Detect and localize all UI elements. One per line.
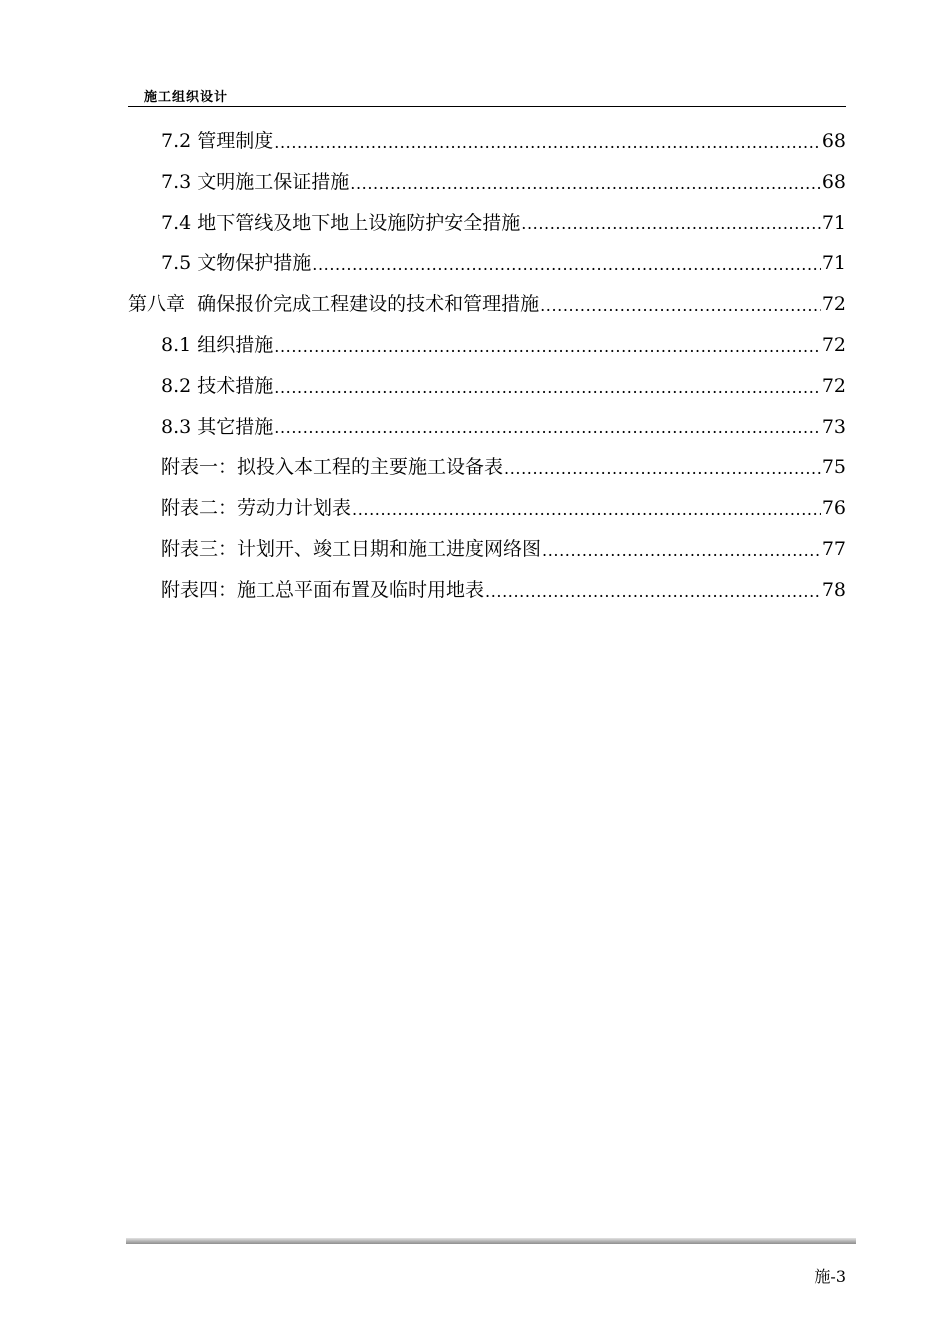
page-number: 施-3: [814, 1267, 846, 1286]
toc-entry-page: 72: [821, 333, 846, 356]
toc-leader-dots: [274, 332, 821, 362]
toc-entry-page: 73: [821, 415, 846, 438]
toc-entry-title: 7.5 文物保护措施: [161, 252, 312, 275]
toc-appendix-entry[interactable]: [128, 529, 846, 570]
toc-chapter-entry[interactable]: [128, 284, 846, 325]
toc-entry-title: 附表三：计划开、竣工日期和施工进度网络图: [161, 537, 542, 560]
toc-entry-title: 8.2 技术措施: [161, 374, 274, 397]
footer-divider: [126, 1238, 856, 1244]
toc-entry-page: 78: [821, 578, 846, 601]
table-of-contents: [128, 121, 846, 611]
toc-leader-dots: [274, 413, 821, 443]
toc-entry-title: 附表四：施工总平面布置及临时用地表: [161, 578, 485, 601]
toc-entry[interactable]: [128, 366, 846, 407]
toc-leader-dots: [521, 209, 821, 239]
toc-leader-dots: [504, 454, 821, 484]
toc-leader-dots: [542, 536, 821, 566]
toc-entry-title: 7.3 文明施工保证措施: [161, 170, 350, 193]
toc-entry-title: 7.4 地下管线及地下地上设施防护安全措施: [161, 211, 521, 234]
toc-entry-page: 71: [821, 211, 846, 234]
header-title: 施工组织设计: [144, 90, 229, 105]
toc-entry-title: 7.2 管理制度: [161, 130, 274, 152]
toc-entry-title: 第八章 确保报价完成工程建设的技术和管理措施: [128, 293, 540, 316]
toc-entry[interactable]: [128, 407, 846, 448]
toc-entry-page: 72: [821, 293, 846, 316]
toc-entry-page: 75: [821, 456, 846, 479]
toc-entry-page: 68: [821, 130, 846, 152]
toc-leader-dots: [350, 169, 821, 199]
toc-appendix-entry[interactable]: [128, 447, 846, 488]
toc-entry-page: 68: [821, 170, 846, 193]
toc-leader-dots: [312, 250, 821, 280]
toc-entry[interactable]: [128, 203, 846, 244]
toc-appendix-entry[interactable]: [128, 570, 846, 611]
page-header: [128, 84, 846, 107]
toc-leader-dots: [352, 495, 821, 525]
toc-leader-dots: [485, 577, 821, 607]
toc-entry-page: 76: [821, 497, 846, 520]
toc-entry-page: 77: [821, 537, 846, 560]
toc-leader-dots: [540, 291, 821, 321]
toc-entry-page: 72: [821, 374, 846, 397]
toc-entry-title: 8.1 组织措施: [161, 333, 274, 356]
toc-entry-title: 8.3 其它措施: [161, 415, 274, 438]
toc-entry[interactable]: [128, 162, 846, 203]
toc-entry-page: 71: [821, 252, 846, 275]
toc-leader-dots: [274, 128, 821, 158]
toc-entry-title: 附表一：拟投入本工程的主要施工设备表: [161, 456, 504, 479]
toc-appendix-entry[interactable]: [128, 488, 846, 529]
toc-entry[interactable]: [128, 325, 846, 366]
toc-entry[interactable]: [128, 243, 846, 284]
toc-entry[interactable]: [128, 121, 846, 162]
toc-leader-dots: [274, 373, 821, 403]
toc-entry-title: 附表二：劳动力计划表: [161, 497, 352, 520]
